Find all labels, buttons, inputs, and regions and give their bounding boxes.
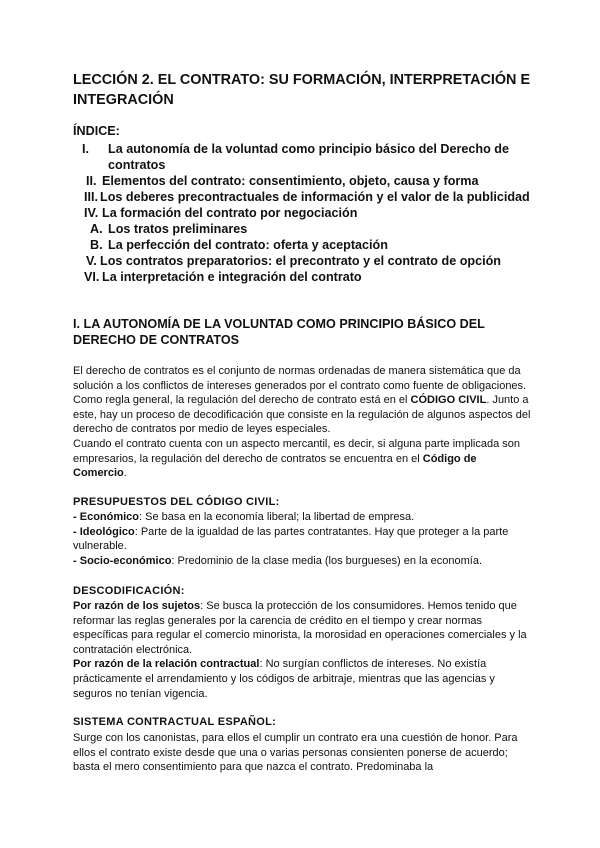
index-item-number: III. [84,190,98,204]
subheading-descodificacion: DESCODIFICACIÓN: [73,585,185,597]
bold-term: Económico [79,511,140,523]
list-item: - Ideológico: Parte de la igualdad de las partes contratantes. Hay que proteger a la parte vulnerable. [73,525,509,553]
index-item-text: Los contratos preparatorios: el precontrato y el contrato de opción [100,254,501,268]
paragraph-derecho-contratos [73,364,533,481]
index-item [84,205,357,221]
paragraph-text: . [123,467,127,480]
sistema-text: Surge con los canonistas, para ellos el cumplir un contrato era una cuestión de honor. Para ellos el contrato existe desde que una o varias personas consienten ponerse de acuerdo; basta el mero consentimiento para que nazca el contrato. Predominaba la [73,732,518,774]
index-item [86,253,501,269]
section-heading: I. LA AUTONOMÍA DE LA VOLUNTAD COMO PRINCIPIO BÁSICO DEL DERECHO DE CONTRATOS [73,317,485,347]
index-heading: ÍNDICE: [73,124,120,138]
bold-term: CÓDIGO CIVIL [410,394,487,407]
descodificacion-text [73,599,533,701]
subheading-sistema: SISTEMA CONTRACTUAL ESPAÑOL: [73,716,277,728]
index-item-number: V. [86,254,97,268]
list-item: - Económico: Se basa en la economía liberal; la libertad de empresa. [73,511,415,523]
index-item [82,141,509,157]
paragraph-text: : Se busca la protección de los consumidores. Hemos tenido que reformar las reglas generales por la carencia de crédito en el tiempo y crear normas específicas para regular el comercio minorista, la morosidad en operaciones comerciales y la contratación electrónica. [73,600,527,656]
index-item-text: Los deberes precontractuales de información y el valor de la publicidad [100,190,530,204]
paragraph-text: El derecho de contratos es el conjunto de normas ordenadas de manera sistemática que da solución a los conflictos de intereses generados por el contrato como fuente de obligaciones. Como regla general, la regulación del derecho de contrato está en el [73,365,527,407]
bold-term: Por razón de los sujetos [73,600,201,612]
index-item-text: La autonomía de la voluntad como principio básico del Derecho de [108,142,509,156]
index-item [86,173,478,189]
index-item-number: A. [90,222,103,236]
list-item: - Socio-económico: Predominio de la clase media (los burgueses) en la economía. [73,554,483,567]
index-item-number: VI. [84,270,100,284]
paragraph-text: . Junto a este, hay un proceso de decodificación que consiste en la regulación de algunos aspectos del derecho de contratos por medio de leyes especiales. [73,394,531,436]
index-item-number: B. [90,238,103,252]
paragraph-text: : No surgían conflictos de intereses. No existía prácticamente el arrendamiento y los códigos de arbitraje, mientras que las agencias y seguros no tenían vigencia. [73,658,495,700]
bold-term: Ideológico [79,525,135,538]
index-item-text: La formación del contrato por negociación [102,206,358,220]
lesson-title: LECCIÓN 2. EL CONTRATO: SU FORMACIÓN, INTERPRETACIÓN E INTEGRACIÓN [73,72,531,108]
index-item-number: II. [86,174,97,188]
index-item-text: La perfección del contrato: oferta y aceptación [108,238,388,252]
presupuestos-list [73,510,533,568]
index-item-text: Elementos del contrato: consentimiento, objeto, causa y forma [102,174,479,188]
index-item-number: I. [82,142,89,156]
bold-term: Código de Comercio [73,452,477,480]
index-item-number: IV. [84,206,99,220]
index-item-continuation: contratos [108,158,166,172]
index-item [84,189,530,205]
index-item-text: La interpretación e integración del contrato [102,270,362,284]
paragraph-text: Cuando el contrato cuenta con un aspecto mercantil, es decir, si alguna parte implicada son empresarios, la regulación del derecho de contratos se encuentra en el [73,437,520,465]
bold-term: Socio-económico [79,554,172,567]
index-item-text: Los tratos preliminares [108,222,248,236]
index-item [90,237,388,253]
bold-term: Por razón de la relación contractual [73,658,260,671]
index-item [90,221,247,237]
index-item [84,269,362,285]
subheading-presupuestos: PRESUPUESTOS DEL CÓDIGO CIVIL: [73,496,280,508]
